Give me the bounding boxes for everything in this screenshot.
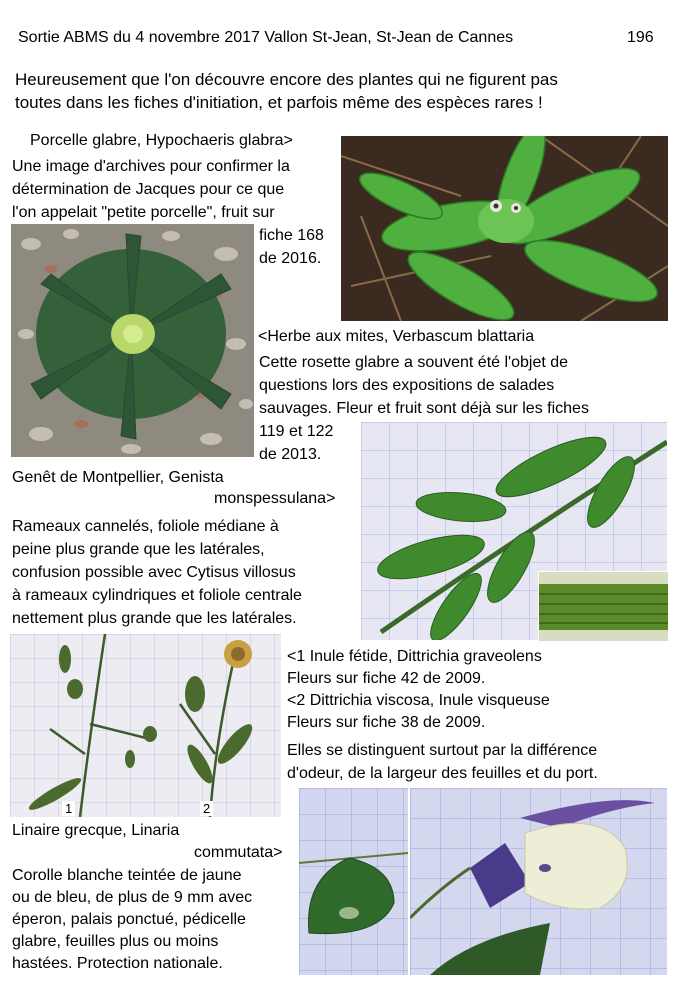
genet-text: peine plus grande que les latérales, xyxy=(12,541,265,558)
genet-text: nettement plus grande que les latérales. xyxy=(12,610,297,627)
page-title: Sortie ABMS du 4 novembre 2017 Vallon St-Jean, St-Jean de Cannes xyxy=(18,29,514,46)
porcelle-text: détermination de Jacques pour ce que xyxy=(12,181,285,198)
linaria-leaf-photo xyxy=(299,788,408,975)
porcelle-text: fiche 168 xyxy=(259,227,324,244)
linaire-text: Corolle blanche teintée de jaune xyxy=(12,867,242,884)
linaire-text: hastées. Protection nationale. xyxy=(12,955,223,972)
genet-title-1: Genêt de Montpellier, Genista xyxy=(12,469,224,486)
genet-text: confusion possible avec Cytisus villosus xyxy=(12,564,296,581)
linaire-title-1: Linaire grecque, Linaria xyxy=(12,822,180,839)
herbe-text: 119 et 122 xyxy=(259,423,334,440)
inule-text: Fleurs sur fiche 42 de 2009. xyxy=(287,670,486,687)
specimen-label-1: 1 xyxy=(62,801,75,816)
inule-text: <1 Inule fétide, Dittrichia graveolens xyxy=(287,648,542,665)
herbe-text: questions lors des expositions de salades xyxy=(259,377,555,394)
porcelle-text: Une image d'archives pour confirmer la xyxy=(12,158,290,175)
inule-diff: d'odeur, de la largeur des feuilles et du port. xyxy=(287,765,598,782)
dittrichia-specimens-photo xyxy=(10,634,281,817)
page-number: 196 xyxy=(627,29,654,46)
specimen-label-2: 2 xyxy=(200,801,213,816)
linaire-text: ou de bleu, de plus de 9 mm avec xyxy=(12,889,253,906)
intro-line-2: toutes dans les fiches d'initiation, et parfois même des espèces rares ! xyxy=(15,93,543,112)
herbe-text: Cette rosette glabre a souvent été l'objet de xyxy=(259,354,569,371)
herbe-text: sauvages. Fleur et fruit sont déjà sur les fiches xyxy=(259,400,589,417)
linaire-title-2: commutata> xyxy=(194,844,283,861)
genista-stem-inset xyxy=(538,571,669,642)
porcelle-text: l'on appelait "petite porcelle", fruit sur xyxy=(12,204,275,221)
genet-text: Rameaux cannelés, foliole médiane à xyxy=(12,518,279,535)
porcelle-rosette-photo xyxy=(11,224,254,457)
inule-diff: Elles se distinguent surtout par la différence xyxy=(287,742,598,759)
porcelle-title: Porcelle glabre, Hypochaeris glabra> xyxy=(30,132,293,149)
linaria-flower-photo xyxy=(410,788,667,975)
inule-text: <2 Dittrichia viscosa, Inule visqueuse xyxy=(287,692,550,709)
herbe-text: de 2013. xyxy=(259,446,322,463)
inule-text: Fleurs sur fiche 38 de 2009. xyxy=(287,714,486,731)
genet-text: à rameaux cylindriques et foliole centrale xyxy=(12,587,302,604)
herbe-title: <Herbe aux mites, Verbascum blattaria xyxy=(258,328,535,345)
intro-line-1: Heureusement que l'on découvre encore des plantes qui ne figurent pas xyxy=(15,70,558,89)
genet-title-2: monspessulana> xyxy=(214,490,336,507)
linaire-text: éperon, palais ponctué, pédicelle xyxy=(12,911,246,928)
porcelle-text: de 2016. xyxy=(259,250,322,267)
verbascum-rosette-photo xyxy=(341,136,668,321)
linaire-text: glabre, feuilles plus ou moins xyxy=(12,933,219,950)
